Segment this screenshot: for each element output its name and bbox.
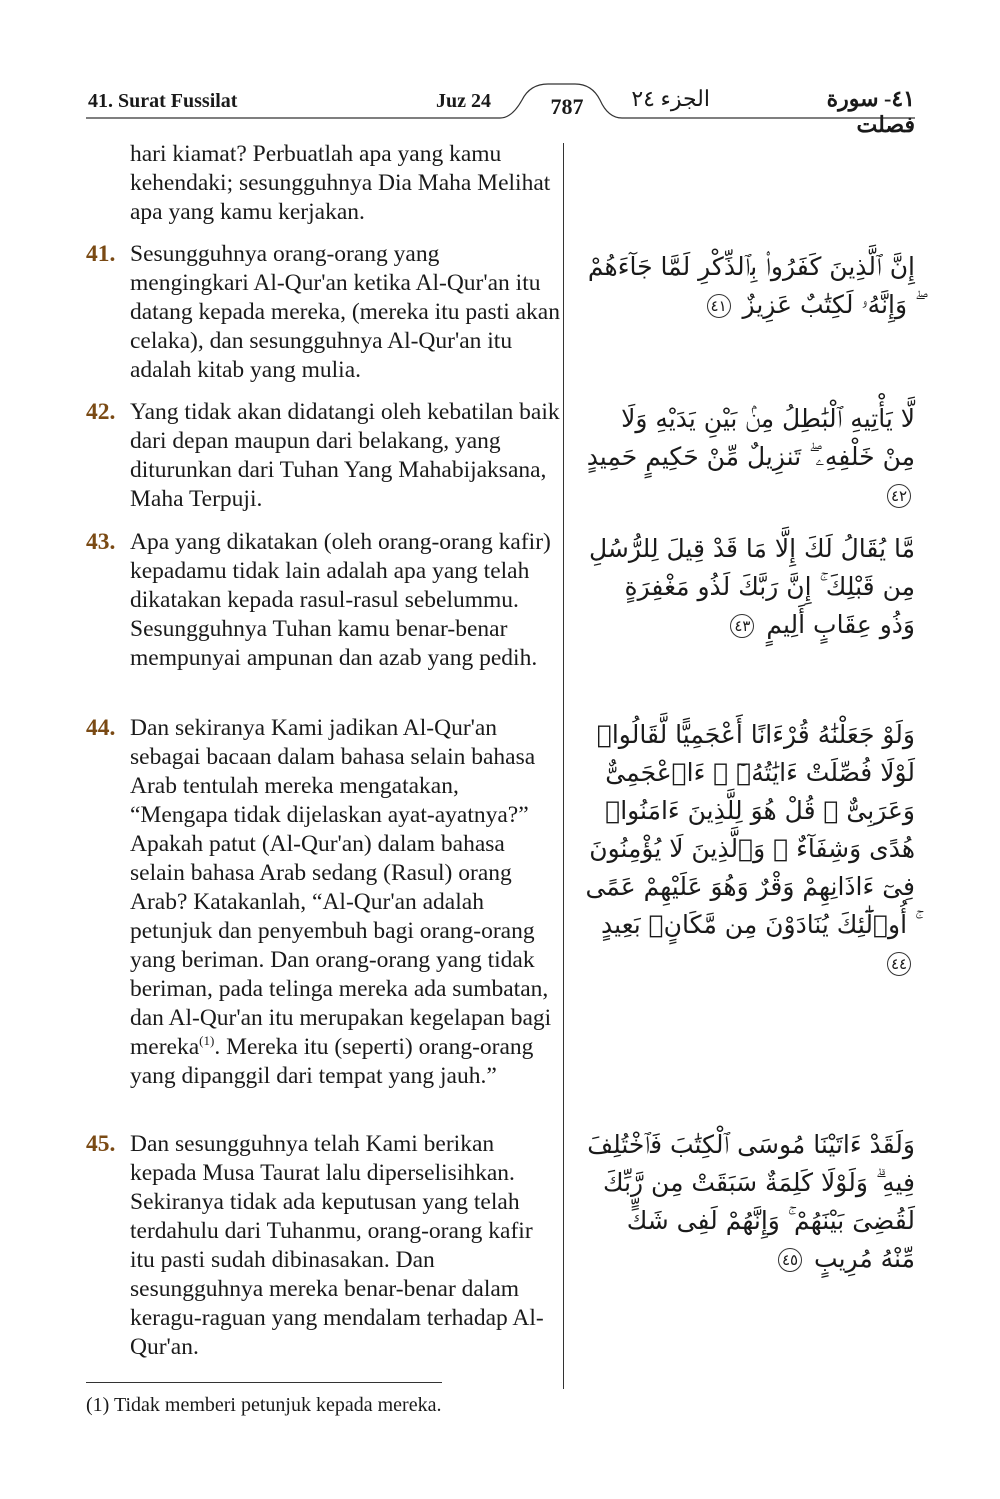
- verse-number: 42.: [86, 399, 116, 425]
- verse-translation: Dan sesungguhnya telah Kami berikan kepada Musa Taurat lalu diperselisihkan. Sekiranya tidak ada keputusan yang telah terdahulu dari Tuhanmu, orang-orang kafir itu pasti sudah dibinasakan. Dan sesungguhnya mereka benar-benar dalam keragu-raguan yang mendalam terhadap Al-Qur'an.: [130, 1131, 544, 1360]
- page-number: 787: [550, 94, 584, 119]
- juz-label-arabic: الجزء ٢٤: [631, 86, 710, 111]
- verse-number: 44.: [86, 715, 116, 741]
- juz-label-latin: Juz 24: [436, 90, 491, 112]
- verse-translation: Yang tidak akan didatangi oleh kebatilan baik dari depan maupun dari belakang, yang diturunkan dari Tuhan Yang Mahabijaksana, Maha Terpuji.: [130, 399, 560, 512]
- verse-translation: [130, 714, 560, 1091]
- footnote-reference: (1): [199, 1033, 215, 1049]
- arabic-text: وَلَقَدْ ءَاتَيْنَا مُوسَى ٱلْكِتَٰبَ فَٱخْتُلِفَ فِيهِ ۗ وَلَوْلَا كَلِمَةٌ سَبَقَتْ مِن رَّبِّكَ لَقُضِىَ بَيْنَهُمْ ۚ وَإِنَّهُمْ لَفِى شَكٍّ مِّنْهُ مُرِيبٍ: [587, 1130, 915, 1273]
- footnote: (1) Tidak memberi petunjuk kepada mereka.: [86, 1394, 442, 1416]
- verse-number: 43.: [86, 529, 116, 555]
- ayah-end-marker: ٤٥: [778, 1248, 802, 1272]
- footnote-rule: [86, 1382, 442, 1383]
- intro-translation: hari kiamat? Perbuatlah apa yang kamu kehendaki; sesungguhnya Dia Maha Melihat apa yang kamu kerjakan.: [130, 141, 551, 225]
- verse-number: 45.: [86, 1131, 116, 1157]
- arabic-text: مَّا يُقَالُ لَكَ إِلَّا مَا قَدْ قِيلَ لِلرُّسُلِ مِن قَبْلِكَ ۚ إِنَّ رَبَّكَ لَذُو مَغْفِرَةٍ وَذُو عِقَابٍ أَلِيمٍ: [589, 534, 915, 639]
- verse-arabic: [585, 248, 915, 324]
- surah-title-arabic: ٤١- سورة فصلت: [826, 86, 915, 137]
- verse-arabic: [585, 530, 915, 644]
- verse-translation: Apa yang dikatakan (oleh orang-orang kafir) kepadamu tidak lain adalah apa yang telah dikatakan kepada rasul-rasul sebelummu. Sesungguhnya Tuhan kamu benar-benar mempunyai ampunan dan azab yang pedih.: [130, 529, 551, 671]
- surah-title-latin: 41. Surat Fussilat: [88, 90, 238, 112]
- ayah-end-marker: ٤٢: [887, 484, 911, 508]
- verse-arabic: [585, 400, 915, 514]
- verse-translation: Sesungguhnya orang-orang yang mengingkari Al-Qur'an ketika Al-Qur'an itu datang kepada mereka, (mereka itu pasti akan celaka), dan sesungguhnya Al-Qur'an itu adalah kitab yang mulia.: [130, 241, 560, 383]
- verse-translation-text: . Mereka itu (seperti) orang-orang yang dipanggil dari tempat yang jauh.”: [130, 1034, 534, 1089]
- verse-number: 41.: [86, 241, 116, 267]
- verse-translation-text: Dan sekiranya Kami jadikan Al-Qur'an sebagai bacaan dalam bahasa selain bahasa Arab tentulah mereka mengatakan, “Mengapa tidak dijelaskan ayat-ayatnya?” Apakah patut (Al-Qur'an) dalam bahasa selain bahasa Arab sedang (Rasul) orang Arab? Katakanlah, “Al-Qur'an adalah petunjuk dan penyembuh bagi orang-orang yang beriman. Dan orang-orang yang tidak beriman, pada telinga mereka ada sumbatan, dan Al-Qur'an itu merupakan kegelapan bagi mereka: [130, 715, 552, 1060]
- arabic-text: إِنَّ ٱلَّذِينَ كَفَرُوا۟ بِٱلذِّكْرِ لَمَّا جَآءَهُمْ ۖ وَإِنَّهُۥ لَكِتَٰبٌ عَزِيزٌ: [587, 252, 915, 319]
- column-divider: [563, 143, 564, 1389]
- arabic-text: لَّا يَأْتِيهِ ٱلْبَٰطِلُ مِنۢ بَيْنِ يَدَيْهِ وَلَا مِنْ خَلْفِهِۦ ۖ تَنزِيلٌ مِّنْ حَكِيمٍ حَمِيدٍ: [586, 404, 915, 471]
- ayah-end-marker: ٤٣: [730, 614, 754, 638]
- ayah-end-marker: ٤٤: [887, 952, 911, 976]
- ayah-end-marker: ٤١: [707, 294, 731, 318]
- arabic-text: وَلَوْ جَعَلْنَٰهُ قُرْءَانًا أَعْجَمِيًّا لَّقَالُوا۟ لَوْلَا فُصِّلَتْ ءَايَٰتُهُۥٓ ۖ ءَا۬عْجَمِىٌّ وَعَرَبِىٌّ ۗ قُلْ هُوَ لِلَّذِينَ ءَامَنُوا۟ هُدًى وَشِفَآءٌ ۖ وَٱلَّذِينَ لَا يُؤْمِنُونَ فِىٓ ءَاذَانِهِمْ وَقْرٌ وَهُوَ عَلَيْهِمْ عَمًى ۚ أُو۟لَٰٓئِكَ يُنَادَوْنَ مِن مَّكَانٍۭ بَعِيدٍ: [585, 720, 915, 939]
- verse-arabic: [585, 1126, 915, 1278]
- verse-arabic: [585, 716, 915, 982]
